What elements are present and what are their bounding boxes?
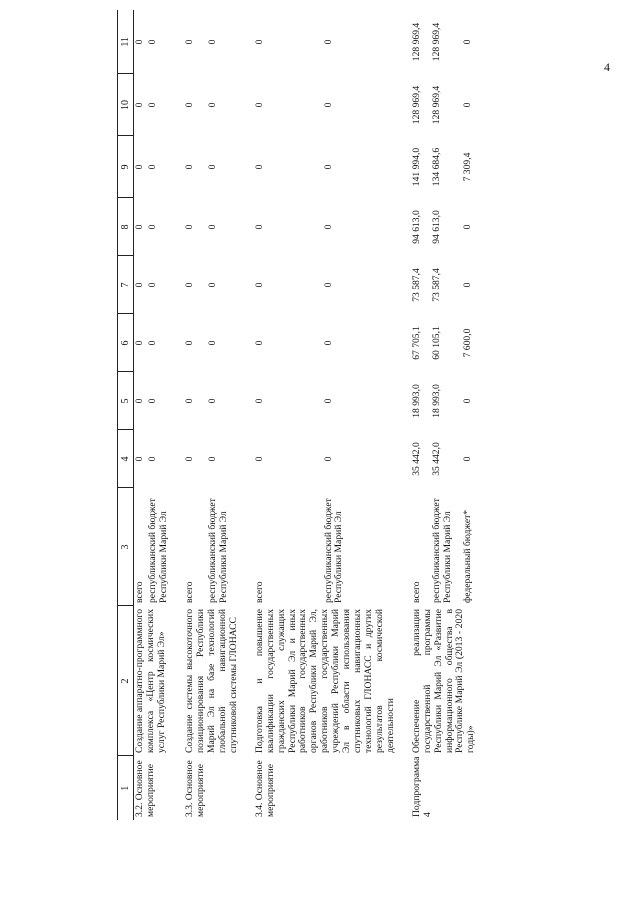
row-description: Создание аппаратно-программного комплекса «Центр космических услуг Республики Марий Эл»: [134, 609, 168, 753]
amount-cell: 0: [253, 102, 265, 108]
amount-cell: 0: [253, 164, 265, 170]
column-number: 10: [118, 74, 134, 136]
amount-cell: 0: [253, 39, 265, 45]
amount-cell: 134 684,6: [431, 147, 443, 187]
column-number-row: [118, 10, 134, 820]
funding-source: всего: [134, 581, 146, 603]
funding-source: всего: [410, 581, 422, 603]
amount-cell: 0: [322, 39, 334, 45]
amount-cell: 0: [184, 39, 196, 45]
amount-cell: 0: [134, 340, 146, 346]
amount-cell: 0: [253, 340, 265, 346]
amount-cell: 0: [207, 282, 219, 288]
amount-cell: 67 705,1: [410, 326, 422, 360]
amount-cell: 0: [147, 282, 159, 288]
column-number: 9: [118, 136, 134, 198]
amount-cell: 0: [207, 456, 219, 462]
funding-source: республиканский бюджет Республики Марий Эл: [207, 498, 230, 603]
column-number: 5: [118, 372, 134, 430]
funding-source: всего: [184, 581, 196, 603]
row-description: Обеспечение реализации государственной программы Республики Марий Эл «Развитие информационного общества в Республике Марий Эл (2013 - 2020 годы)»: [410, 609, 477, 753]
funding-source: всего: [253, 581, 265, 603]
amount-cell: 35 442,0: [431, 442, 443, 476]
row-code: 3.2. Основное мероприятие: [134, 760, 157, 817]
amount-cell: 0: [461, 39, 473, 45]
column-number: 2: [118, 606, 134, 756]
amount-cell: 0: [184, 282, 196, 288]
table-row: [171, 10, 207, 820]
amount-cell: 73 587,4: [431, 268, 443, 302]
column-number: 8: [118, 198, 134, 256]
row-code: Подпрограмма 4: [410, 756, 433, 817]
funding-source: федеральный бюджет*: [461, 509, 473, 603]
amount-cell: 0: [184, 456, 196, 462]
funding-source: республиканский бюджет Республики Марий Эл: [431, 498, 453, 603]
amount-cell: 0: [322, 340, 334, 346]
amount-cell: 0: [147, 39, 159, 45]
amount-cell: 35 442,0: [410, 442, 422, 476]
column-number: 11: [118, 10, 134, 74]
amount-cell: 0: [134, 224, 146, 230]
amount-cell: 0: [253, 224, 265, 230]
amount-cell: 128 969,4: [431, 22, 443, 62]
amount-cell: 0: [147, 224, 159, 230]
amount-cell: 0: [322, 224, 334, 230]
amount-cell: 0: [134, 398, 146, 404]
amount-cell: 0: [184, 224, 196, 230]
amount-cell: 0: [147, 102, 159, 108]
column-number: 6: [118, 314, 134, 372]
amount-cell: 128 969,4: [410, 85, 422, 125]
table-row: [241, 10, 323, 820]
amount-cell: 60 105,1: [431, 326, 443, 360]
amount-cell: 0: [322, 398, 334, 404]
amount-cell: 0: [184, 102, 196, 108]
amount-cell: 73 587,4: [410, 268, 422, 302]
amount-cell: 128 969,4: [431, 85, 443, 125]
amount-cell: 18 993,0: [410, 384, 422, 418]
rotated-table-wrapper: [117, 10, 639, 820]
amount-cell: 0: [207, 340, 219, 346]
amount-cell: 0: [461, 102, 473, 108]
amount-cell: 0: [207, 39, 219, 45]
amount-cell: 0: [253, 398, 265, 404]
amount-cell: 94 613,0: [410, 210, 422, 244]
amount-cell: 0: [134, 282, 146, 288]
amount-cell: 0: [322, 282, 334, 288]
amount-cell: 0: [184, 340, 196, 346]
amount-cell: 0: [134, 164, 146, 170]
column-number: 3: [118, 488, 134, 606]
amount-cell: 0: [207, 224, 219, 230]
amount-cell: 0: [134, 102, 146, 108]
column-number: 1: [118, 756, 134, 820]
amount-cell: 0: [253, 282, 265, 288]
amount-cell: 0: [322, 456, 334, 462]
amount-cell: 0: [461, 456, 473, 462]
amount-cell: 0: [147, 340, 159, 346]
amount-cell: 0: [184, 164, 196, 170]
amount-cell: 0: [207, 102, 219, 108]
amount-cell: 0: [207, 164, 219, 170]
amount-cell: 0: [134, 39, 146, 45]
amount-cell: 7 600,0: [461, 328, 473, 358]
amount-cell: 0: [322, 102, 334, 108]
row-description: Подготовка и повышение квалификации государственных гражданских служащих Республики Марий Эл и иных работников государственных органов Республики Марий Эл, работников государственных учреждений Республики Марий Эл в области использования спутниковых навигационных технологий ГЛОНАСС и других результатов космической деятельности: [253, 609, 396, 753]
amount-cell: 0: [134, 456, 146, 462]
row-description: Создание системы высокоточного позиционирования Республики Марий Эл на базе технологий глобальной навигационной спутниковой системы ГЛОНАСС: [184, 609, 239, 753]
amount-cell: 7 309,4: [461, 152, 473, 182]
table-row: [134, 10, 147, 820]
amount-cell: 0: [461, 282, 473, 288]
table-row: [398, 10, 431, 820]
table-body: [118, 10, 479, 820]
funding-source: республиканский бюджет Республики Марий Эл: [147, 498, 170, 603]
amount-cell: 0: [207, 398, 219, 404]
amount-cell: 128 969,4: [410, 22, 422, 62]
amount-cell: 0: [253, 456, 265, 462]
amount-cell: 0: [147, 456, 159, 462]
amount-cell: 94 613,0: [431, 210, 443, 244]
row-code: 3.4. Основное мероприятие: [253, 760, 276, 817]
page-number: 4: [604, 60, 610, 74]
amount-cell: 0: [461, 224, 473, 230]
amount-cell: 0: [147, 164, 159, 170]
amount-cell: 0: [322, 164, 334, 170]
amount-cell: 0: [147, 398, 159, 404]
column-number: 4: [118, 430, 134, 488]
budget-table: [117, 10, 478, 820]
amount-cell: 0: [461, 398, 473, 404]
funding-source: республиканский бюджет Республики Марий Эл: [322, 498, 345, 603]
amount-cell: 0: [184, 398, 196, 404]
amount-cell: 18 993,0: [431, 384, 443, 418]
row-code: 3.3. Основное мероприятие: [184, 760, 207, 817]
amount-cell: 141 994,0: [410, 147, 422, 187]
column-number: 7: [118, 256, 134, 314]
